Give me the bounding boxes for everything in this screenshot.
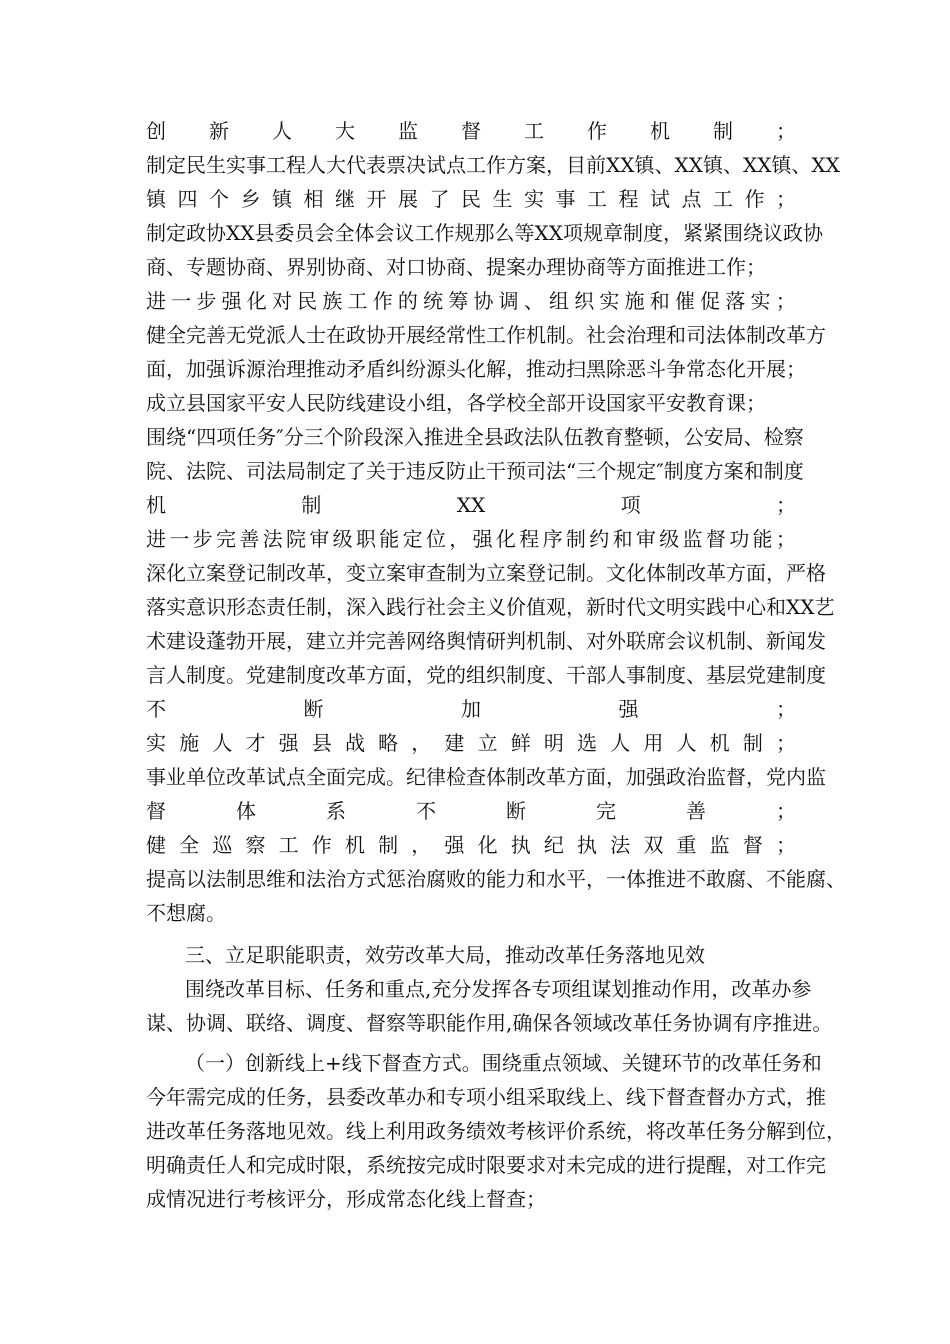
spread-char: 化 <box>477 833 498 857</box>
spread-char: 强 <box>472 527 493 551</box>
text-line <box>146 118 796 144</box>
text-line: 不想腐。 <box>146 901 226 925</box>
text-line: 落实意识形态责任制，深入践行社会主义价值观，新时代文明实践中心和XX艺 <box>146 595 835 619</box>
text-line: 言人制度。党建制度改革方面，党的组织制度、干部人事制度、基层党建制度 <box>146 663 826 687</box>
spread-char: 创 <box>146 119 166 143</box>
spread-char: 实 <box>524 187 544 211</box>
spread-char: 强 <box>278 731 299 755</box>
spread-char: ， <box>449 527 470 551</box>
spread-char: 对 <box>271 289 292 313</box>
spread-char: 县 <box>311 731 332 755</box>
spread-char: 点 <box>681 187 702 211</box>
spread-char: 作 <box>587 119 607 143</box>
spread-char: 制 <box>378 833 399 857</box>
text-line: 制定政协XX县委员会全体会议工作规那么等XX项规章制度，紧紧围绕议政协 <box>146 221 823 245</box>
spread-char: 施 <box>179 731 200 755</box>
spread-char: 审 <box>309 527 330 551</box>
spread-char: 立 <box>477 731 498 755</box>
spread-char: 法 <box>262 527 283 551</box>
spread-char: 和 <box>649 289 670 313</box>
spread-char: 项 <box>620 493 641 517</box>
spread-char: 机 <box>146 493 166 517</box>
spread-char: 法 <box>610 833 631 857</box>
text-line: 围绕改革目标、任务和重点,充分发挥各专项组谋划推动作用，改革办参 <box>185 977 812 1001</box>
text-line: 围绕“四项任务″分三个阶段深入推进全县政法队伍教育整顿，公安局、检察 <box>146 425 804 449</box>
text-line <box>146 730 796 756</box>
spread-char: 一 <box>171 289 192 313</box>
spread-char: 断 <box>303 697 324 721</box>
spread-char: 四 <box>177 187 198 211</box>
text-line: 谋、协调、联络、调度、督察等职能作用,确保各领域改革任务协调有序推进。 <box>146 1011 833 1035</box>
spread-char: 执 <box>577 833 598 857</box>
spread-char: 民 <box>461 187 481 211</box>
spread-char: 民 <box>297 289 318 313</box>
spread-char: 督 <box>146 799 166 823</box>
spread-char: 监 <box>398 119 418 143</box>
spread-char: 事 <box>555 187 576 211</box>
spread-char: ； <box>776 119 796 143</box>
spread-char: 相 <box>303 187 324 211</box>
spread-char: 的 <box>397 289 418 313</box>
spread-char: 程 <box>618 187 639 211</box>
spread-char: 展 <box>398 187 418 211</box>
spread-char: 督 <box>742 833 763 857</box>
spread-char: 健 <box>146 833 166 857</box>
spread-char: 察 <box>245 833 266 857</box>
text-line: 三、立足职能职责，效劳改革大局，推动改革任务落地见效 <box>185 943 705 967</box>
spread-char: ； <box>775 833 796 857</box>
text-line: 明确责任人和完成时限，系统按完成时限要求对未完成的进行提醒，对工作完 <box>146 1153 826 1177</box>
spread-char: 实 <box>750 289 771 313</box>
spread-char: 步 <box>196 289 217 313</box>
spread-char: 工 <box>347 289 368 313</box>
spread-char: 级 <box>659 527 680 551</box>
spread-char: ； <box>776 799 796 823</box>
spread-char: 院 <box>285 527 306 551</box>
spread-char: 镇 <box>272 187 292 211</box>
spread-char: ， <box>411 833 432 857</box>
spread-char: 一 <box>169 527 190 551</box>
spread-char: ； <box>775 731 796 755</box>
spread-char: 建 <box>444 731 465 755</box>
text-line <box>146 186 796 212</box>
spread-char: 审 <box>635 527 656 551</box>
spread-char: 完 <box>596 799 616 823</box>
text-line <box>146 526 796 552</box>
text-line: 健全完善无党派人士在政协开展经常性工作机制。社会治理和司法体制改革方 <box>146 323 826 347</box>
spread-char: 族 <box>322 289 343 313</box>
spread-char: 步 <box>192 527 213 551</box>
spread-char: ； <box>775 289 796 313</box>
spread-char: 约 <box>589 527 610 551</box>
spread-char: 不 <box>146 697 166 721</box>
spread-char: ； <box>775 493 796 517</box>
spread-char: 开 <box>366 187 387 211</box>
spread-char: 落 <box>725 289 746 313</box>
spread-char: 协 <box>473 289 494 313</box>
spread-char: 略 <box>378 731 399 755</box>
spread-char: 作 <box>744 187 765 211</box>
spread-char: 系 <box>326 799 346 823</box>
text-line: 院、法院、司法局制定了关于违反防止干预司法“三个规定″制度方案和制度 <box>146 459 804 483</box>
text-line: 提高以法制思维和法治方式惩治腐败的能力和水平，一体推进不敢腐、不能腐、 <box>146 867 846 891</box>
spread-char: 监 <box>709 833 730 857</box>
spread-char: 组 <box>549 289 569 313</box>
spread-char: 强 <box>618 697 639 721</box>
spread-char: 位 <box>425 527 446 551</box>
text-line <box>146 696 796 722</box>
spread-char: 机 <box>650 119 670 143</box>
spread-char: 选 <box>577 731 598 755</box>
spread-char: 级 <box>332 527 353 551</box>
spread-char: ； <box>775 527 796 551</box>
spread-char: 体 <box>236 799 256 823</box>
spread-char: 和 <box>612 527 633 551</box>
spread-char: 催 <box>674 289 695 313</box>
spread-char: 工 <box>278 833 299 857</box>
spread-char: 监 <box>682 527 703 551</box>
spread-char: 继 <box>335 187 355 211</box>
spread-char: 生 <box>492 187 513 211</box>
text-line: 事业单位改革试点全面完成。纪律检查体制改革方面，加强政治监督，党内监 <box>146 765 826 789</box>
spread-char: 用 <box>643 731 664 755</box>
spread-char: 能 <box>379 527 400 551</box>
spread-char: 进 <box>146 527 166 551</box>
text-line <box>146 798 796 824</box>
spread-char: 促 <box>700 289 721 313</box>
spread-char: 全 <box>179 833 200 857</box>
text-line: 今年需完成的任务，县委改革办和专项小组采取线上、线下督查督办方式，推 <box>146 1085 826 1109</box>
spread-char: 织 <box>574 289 595 313</box>
spread-char: 不 <box>416 799 436 823</box>
spread-char: 工 <box>713 187 733 211</box>
spread-char: 试 <box>650 187 670 211</box>
spread-char: 了 <box>429 187 450 211</box>
spread-char: 制 <box>713 119 733 143</box>
spread-char: 序 <box>542 527 563 551</box>
spread-char: 双 <box>643 833 664 857</box>
spread-char: 人 <box>676 731 697 755</box>
spread-char: 巡 <box>212 833 233 857</box>
spread-char: 统 <box>423 289 444 313</box>
spread-char: 纪 <box>543 833 564 857</box>
spread-char: 战 <box>344 731 365 755</box>
spread-char: 工 <box>587 187 607 211</box>
spread-char: ， <box>411 731 432 755</box>
spread-char: 镇 <box>146 187 166 211</box>
spread-char: 重 <box>676 833 697 857</box>
spread-char: 大 <box>335 119 355 143</box>
spread-char: 人 <box>610 731 631 755</box>
spread-char: 职 <box>355 527 376 551</box>
spread-char: ； <box>776 697 796 721</box>
spread-char: 筹 <box>448 289 469 313</box>
spread-char: 执 <box>510 833 531 857</box>
spread-char: 能 <box>752 527 773 551</box>
text-line: 深化立案登记制改革，变立案审查制为立案登记制。文化体制改革方面，严格 <box>146 561 826 585</box>
spread-char: 定 <box>402 527 423 551</box>
spread-char: 强 <box>221 289 242 313</box>
spread-char: 强 <box>444 833 465 857</box>
spread-char: 程 <box>519 527 540 551</box>
spread-char: 作 <box>311 833 332 857</box>
spread-char: 督 <box>705 527 726 551</box>
spread-char: 制 <box>565 527 586 551</box>
spread-char: 善 <box>239 527 260 551</box>
spread-char: 完 <box>215 527 236 551</box>
spread-char: 鲜 <box>510 731 531 755</box>
spread-char: 作 <box>372 289 393 313</box>
spread-char: 化 <box>246 289 267 313</box>
spread-char: 施 <box>624 289 645 313</box>
spread-char: 加 <box>461 697 481 721</box>
spread-char: 才 <box>245 731 266 755</box>
spread-char: 明 <box>543 731 564 755</box>
text-line: 商、专题协商、界别协商、对口协商、提案办理协商等方面推进工作； <box>146 255 766 279</box>
spread-char: XX <box>456 493 486 517</box>
text-line <box>146 492 796 518</box>
text-line: 成立县国家平安人民防线建设小组，各学校全部开设国家平安教育课； <box>146 391 766 415</box>
text-line: 面，加强诉源治理推动矛盾纠纷源头化解，推动扫黑除恶斗争常态化开展； <box>146 357 806 381</box>
spread-char: 机 <box>709 731 730 755</box>
text-line: 制定民生实事工程人大代表票决试点工作方案，目前XX镇、XX镇、XX镇、XX <box>146 153 840 177</box>
spread-char: 进 <box>146 289 166 313</box>
spread-char: 新 <box>209 119 229 143</box>
spread-char: 断 <box>506 799 526 823</box>
text-line <box>146 832 796 858</box>
spread-char: 督 <box>461 119 481 143</box>
spread-char: 人 <box>212 731 233 755</box>
spread-char: 人 <box>272 119 292 143</box>
spread-char: 机 <box>344 833 365 857</box>
spread-char: 实 <box>599 289 620 313</box>
spread-char: 功 <box>729 527 750 551</box>
spread-char: 、 <box>523 289 544 313</box>
spread-char: ； <box>776 187 796 211</box>
spread-char: 实 <box>146 731 166 755</box>
text-line: 成情况进行考核评分，形成常态化线上督查； <box>146 1187 546 1211</box>
spread-char: 制 <box>301 493 322 517</box>
spread-char: 善 <box>686 799 706 823</box>
spread-char: 工 <box>524 119 544 143</box>
spread-char: 调 <box>498 289 519 313</box>
text-line: 术建设蓬勃开展，建立并完善网络舆情研判机制、对外联席会议机制、新闻发 <box>146 629 826 653</box>
spread-char: 制 <box>742 731 763 755</box>
text-line <box>146 288 796 314</box>
text-line: 进改革任务落地见效。线上利用政务绩效考核评价系统，将改革任务分解到位， <box>146 1119 846 1143</box>
text-line: （一）创新线上+线下督查方式。围绕重点领域、关键环节的改革任务和 <box>185 1051 822 1075</box>
spread-char: 乡 <box>240 187 261 211</box>
spread-char: 个 <box>209 187 229 211</box>
spread-char: 化 <box>495 527 516 551</box>
